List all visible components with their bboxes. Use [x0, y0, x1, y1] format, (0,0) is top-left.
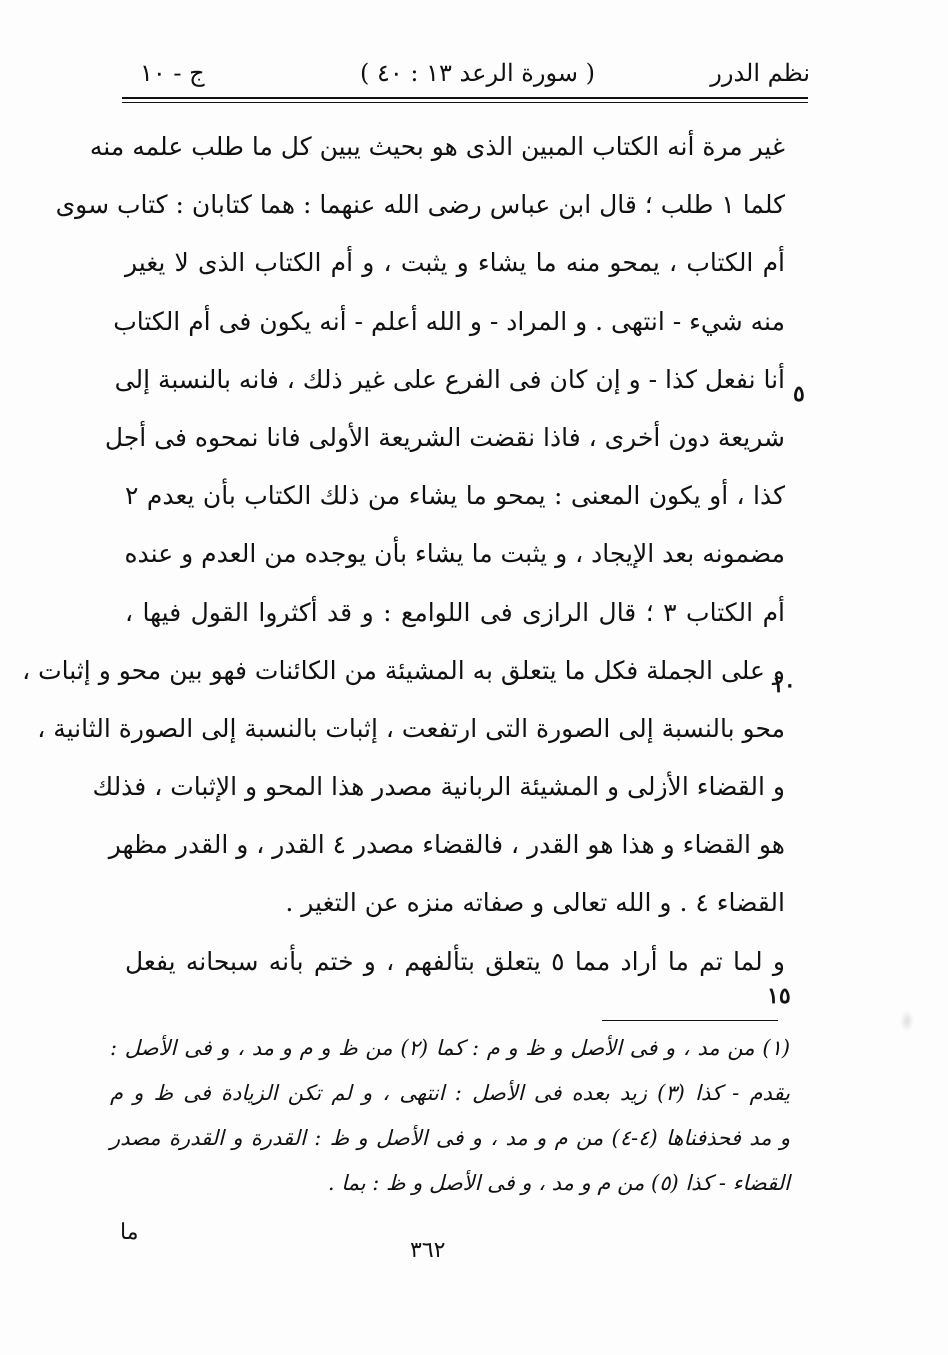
surah-reference: ( سورة الرعد ١٣ : ٤٠ ) [360, 59, 595, 87]
book-title: نظم الدرر [710, 59, 810, 87]
text-line: أنا نفعل كذا - و إن كان فى الفرع على غير ذلك ، فانه بالنسبة إلى [114, 364, 785, 394]
scan-speck [900, 1010, 914, 1032]
text-line: كذا ، أو يكون المعنى : يمحو ما يشاء من ذلك الكتاب بأن يعدم ٢ [125, 481, 785, 511]
text-line: أم الكتاب ٣ ؛ قال الرازى فى اللوامع : و قد أكثروا القول فيها ، [125, 597, 785, 627]
text-line: أم الكتاب ، يمحو منه ما يشاء و يثبت ، و أم الكتاب الذى لا يغير [125, 248, 785, 278]
footnotes [110, 1026, 790, 1206]
line-number-5: ٥ [793, 381, 805, 407]
text-line: كلما ١ طلب ؛ قال ابن عباس رضى الله عنهما : هما كتابان : كتاب سوى [55, 190, 785, 220]
text-line: القضاء ٤ . و الله تعالى و صفاته منزه عن التغير . [285, 888, 785, 918]
footnote-line: القضاء - كذا (٥) من م و مد ، و فى الأصل و ظ : بما . [327, 1171, 790, 1195]
text-line: شريعة دون أخرى ، فاذا نقضت الشريعة الأولى فانا نمحوه فى أجل [104, 422, 785, 452]
header-rule-thin [122, 102, 808, 103]
line-number-15: ١٥ [767, 983, 791, 1009]
main-text [22, 118, 785, 991]
running-header [120, 55, 810, 95]
footnote-line: (١) من مد ، و فى الأصل و ظ و م : كما (٢) من ظ و م و مد ، و فى الأصل : [110, 1036, 791, 1060]
text-line: مضمونه بعد الإيجاد ، و يثبت ما يشاء بأن يوجده من العدم و عنده [124, 539, 785, 569]
line-number-10: ١٠ [772, 672, 796, 698]
text-line: محو بالنسبة إلى الصورة التى ارتفعت ، إثبات بالنسبة إلى الصورة الثانية ، [37, 713, 785, 743]
footnote-line: و مد فحذفناها (٤-٤) من م و مد ، و فى الأصل و ظ : القدرة و القدرة مصدر [110, 1126, 790, 1150]
text-line: و القضاء الأزلى و المشيئة الربانية مصدر هذا المحو و الإثبات ، فذلك [92, 772, 785, 802]
text-line: و لما تم ما أراد مما ٥ يتعلق بتألفهم ، و ختم بأنه سبحانه يفعل [125, 946, 785, 976]
text-line: غير مرة أنه الكتاب المبين الذى هو بحيث يبين كل ما طلب علمه منه [89, 132, 785, 161]
catchword: ما [120, 1220, 139, 1245]
footnote-separator [602, 1020, 778, 1021]
page-number: ٣٦٢ [410, 1238, 446, 1263]
text-line: و على الجملة فكل ما يتعلق به المشيئة من الكائنات فهو بين محو و إثبات ، [22, 655, 785, 685]
volume-number: ج - ١٠ [140, 59, 205, 87]
text-line: منه شيء - انتهى . و المراد - و الله أعلم - أنه يكون فى أم الكتاب [113, 306, 785, 336]
text-line: هو القضاء و هذا هو القدر ، فالقضاء مصدر ٤ القدر ، و القدر مظهر [108, 830, 785, 860]
footnote-line: يقدم - كذا (٣) زيد بعده فى الأصل : انتهى ، و لم تكن الزيادة فى ظ و م [110, 1081, 790, 1105]
header-rule-thick [122, 97, 808, 99]
